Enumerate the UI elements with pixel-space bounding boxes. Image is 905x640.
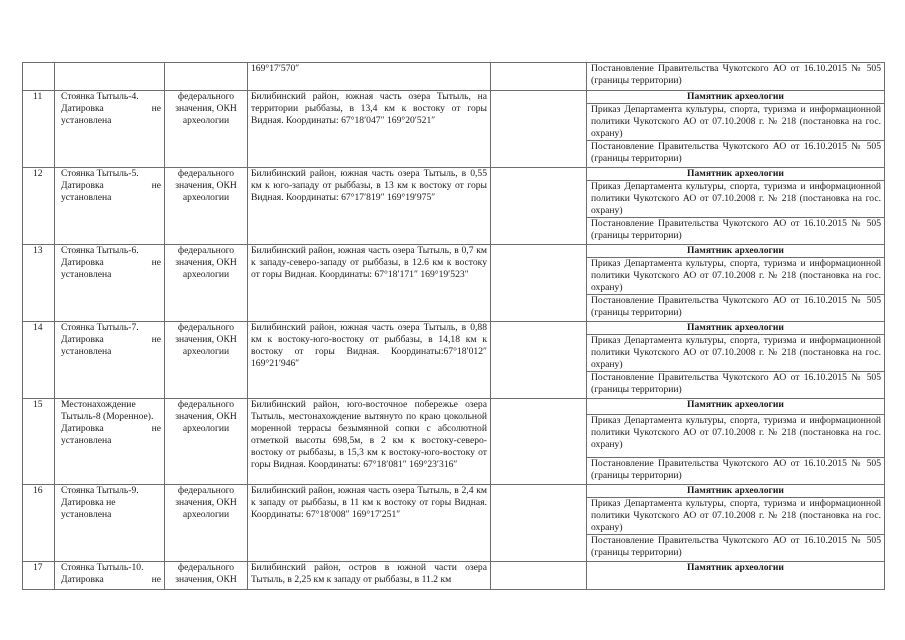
row-number-cell xyxy=(23,399,55,485)
name-cell xyxy=(55,245,165,322)
dating-line: Датировка не xyxy=(61,102,161,114)
document-cell xyxy=(587,295,885,322)
status-cell xyxy=(165,63,248,91)
status-text: федерального значения, ОКН археологии xyxy=(175,399,237,434)
row-number-cell xyxy=(23,245,55,322)
row-number: 14 xyxy=(33,322,43,333)
table-row xyxy=(23,245,885,258)
row-number: 13 xyxy=(33,245,43,256)
table-row xyxy=(23,399,885,415)
document-cell xyxy=(587,498,885,535)
status-cell xyxy=(165,485,248,562)
dating-line-end: установлена xyxy=(61,345,112,357)
name-cell xyxy=(55,168,165,245)
dating-line-end: установлена xyxy=(61,191,112,203)
monument-name: Местонахождение Тытыль-8 (Моренное). xyxy=(61,399,154,422)
description-text: Билибинский район, юго-восточное побережье озера Тытыль, местонахождение вытянуто по краю цокольной моренной террасы безымянной сопки с абсолютной отметкой высоты 698,5м, в 2 км к востоку-северо-востоку от рыббазы, в 15,3 км к востоку-юго-востоку от горы Видная. Координаты: 67°18′081″ 169°23′316″ xyxy=(251,399,487,470)
dating-line: Датировка не xyxy=(61,256,161,268)
category-cell xyxy=(587,562,885,590)
monument-name: Стоянка Тытыль-5. xyxy=(61,168,139,179)
boundaries-doc: Постановление Правительства Чукотского АО от 16.10.2015 № 505 (границы территории) xyxy=(591,63,881,86)
boundaries-doc: Постановление Правительства Чукотского АО от 16.10.2015 № 505 (границы территории) xyxy=(591,535,881,558)
description-cell xyxy=(248,91,491,168)
row-number: 17 xyxy=(33,562,43,573)
dating-line-end: установлена xyxy=(61,268,112,280)
name-cell xyxy=(55,91,165,168)
description-cell xyxy=(248,63,491,91)
dating-line: Датировка не xyxy=(61,573,161,585)
status-text: федерального значения, ОКН xyxy=(175,562,237,585)
empty-cell xyxy=(491,562,587,590)
monument-name: Стоянка Тытыль-9. xyxy=(61,485,139,496)
table-row xyxy=(23,562,885,590)
table-row xyxy=(23,322,885,335)
description-cell xyxy=(248,168,491,245)
status-cell xyxy=(165,168,248,245)
description-cell xyxy=(248,322,491,399)
row-number: 16 xyxy=(33,485,43,496)
row-number: 12 xyxy=(33,168,43,179)
status-cell xyxy=(165,91,248,168)
dating-line: Датировка не установлена xyxy=(61,496,116,520)
protection-doc: Приказ Департамента культуры, спорта, туризма и информационной политики Чукотского АО от 07.10.2008 г. № 218 (постановка на гос. охрану) xyxy=(591,104,881,139)
status-text: федерального значения, ОКН археологии xyxy=(175,485,237,520)
category-label: Памятник археологии xyxy=(687,399,784,410)
boundaries-doc: Постановление Правительства Чукотского АО от 16.10.2015 № 505 (границы территории) xyxy=(591,458,881,481)
monuments-table xyxy=(22,62,885,590)
status-cell xyxy=(165,245,248,322)
table-row xyxy=(23,91,885,104)
description-cell xyxy=(248,245,491,322)
category-label: Памятник археологии xyxy=(687,168,784,179)
row-number-cell xyxy=(23,168,55,245)
document-cell xyxy=(587,141,885,168)
monument-name: Стоянка Тытыль-7. xyxy=(61,322,139,333)
boundaries-doc: Постановление Правительства Чукотского АО от 16.10.2015 № 505 (границы территории) xyxy=(591,295,881,318)
protection-doc: Приказ Департамента культуры, спорта, туризма и информационной политики Чукотского АО от 07.10.2008 г. № 218 (постановка на гос. охрану) xyxy=(591,415,881,450)
protection-doc: Приказ Департамента культуры, спорта, туризма и информационной политики Чукотского АО от 07.10.2008 г. № 218 (постановка на гос. охрану) xyxy=(591,258,881,293)
boundaries-doc: Постановление Правительства Чукотского АО от 16.10.2015 № 505 (границы территории) xyxy=(591,218,881,241)
dating-line: Датировка не xyxy=(61,333,161,345)
name-cell xyxy=(55,322,165,399)
dating-line-end: установлена xyxy=(61,434,112,446)
row-number-cell xyxy=(23,91,55,168)
monument-name: Стоянка Тытыль-10. xyxy=(61,562,144,573)
description-text: Билибинский район, южная часть озера Тытыль, в 0,88 км к востоку-юго-востоку от рыббазы, в 14,18 км к востоку от горы Видная. Координаты:67°18′012″ 169°21′946″ xyxy=(251,322,487,369)
category-label: Памятник археологии xyxy=(687,485,784,496)
empty-cell xyxy=(491,168,587,245)
table-row xyxy=(23,485,885,498)
description-text: Билибинский район, южная часть озера Тытыль, в 0,7 км к западу-северо-западу от рыббазы, в 12.6 км к востоку от горы Видная. Координаты: 67°18′171″ 169°19′523″ xyxy=(251,245,487,280)
empty-cell xyxy=(491,245,587,322)
status-text: федерального значения, ОКН археологии xyxy=(175,168,237,203)
empty-cell xyxy=(491,91,587,168)
protection-doc: Приказ Департамента культуры, спорта, туризма и информационной политики Чукотского АО от 07.10.2008 г. № 218 (постановка на гос. охрану) xyxy=(591,335,881,370)
document-cell xyxy=(587,372,885,399)
document-cell xyxy=(587,535,885,562)
row-number-cell xyxy=(23,63,55,91)
status-cell xyxy=(165,562,248,590)
document-cell xyxy=(587,63,885,91)
category-label: Памятник археологии xyxy=(687,322,784,333)
category-cell xyxy=(587,485,885,498)
category-cell xyxy=(587,399,885,415)
status-cell xyxy=(165,399,248,485)
name-cell xyxy=(55,562,165,590)
category-label: Памятник археологии xyxy=(687,91,784,102)
name-cell xyxy=(55,63,165,91)
document-cell xyxy=(587,258,885,295)
description-text: Билибинский район, остров в южной части озера Тытыль, в 2,25 км к западу от рыббазы, в 11.2 км xyxy=(251,562,487,585)
empty-cell xyxy=(491,399,587,485)
document-cell xyxy=(587,458,885,485)
status-text: федерального значения, ОКН археологии xyxy=(175,322,237,357)
description-text: Билибинский район, южная часть озера Тытыль, на территории рыббазы, в 13,4 км к востоку от горы Видная. Координаты: 67°18′047″ 169°20′521″ xyxy=(251,91,487,126)
protection-doc: Приказ Департамента культуры, спорта, туризма и информационной политики Чукотского АО от 07.10.2008 г. № 218 (постановка на гос. охрану) xyxy=(591,498,881,533)
document-cell xyxy=(587,415,885,458)
description-cell xyxy=(248,562,491,590)
boundaries-doc: Постановление Правительства Чукотского АО от 16.10.2015 № 505 (границы территории) xyxy=(591,141,881,164)
description-cell xyxy=(248,485,491,562)
description-text: Билибинский район, южная часть озера Тытыль, в 0,55 км к юго-западу от рыббазы, в 13 км к востоку от горы Видная. Координаты: 67°17′819″ 169°19′975″ xyxy=(251,168,487,203)
row-number: 11 xyxy=(33,91,43,102)
document-cell xyxy=(587,335,885,372)
empty-cell xyxy=(491,63,587,91)
dating-line: Датировка не xyxy=(61,422,161,434)
monument-name: Стоянка Тытыль-6. xyxy=(61,245,139,256)
category-label: Памятник археологии xyxy=(687,245,784,256)
status-text: федерального значения, ОКН археологии xyxy=(175,91,237,126)
category-cell xyxy=(587,168,885,181)
document-cell xyxy=(587,181,885,218)
empty-cell xyxy=(491,322,587,399)
row-number-cell xyxy=(23,562,55,590)
boundaries-doc: Постановление Правительства Чукотского АО от 16.10.2015 № 505 (границы территории) xyxy=(591,372,881,395)
description-text: 169°17′570″ xyxy=(251,63,300,74)
name-cell xyxy=(55,399,165,485)
category-cell xyxy=(587,322,885,335)
dating-line-end: установлена xyxy=(61,114,112,126)
row-number: 15 xyxy=(33,399,43,410)
table-row xyxy=(23,168,885,181)
name-cell xyxy=(55,485,165,562)
dating-line: Датировка не xyxy=(61,179,161,191)
protection-doc: Приказ Департамента культуры, спорта, туризма и информационной политики Чукотского АО от 07.10.2008 г. № 218 (постановка на гос. охрану) xyxy=(591,181,881,216)
description-cell xyxy=(248,399,491,485)
table-row xyxy=(23,63,885,91)
category-cell xyxy=(587,245,885,258)
status-text: федерального значения, ОКН археологии xyxy=(175,245,237,280)
empty-cell xyxy=(491,485,587,562)
row-number-cell xyxy=(23,485,55,562)
category-cell xyxy=(587,91,885,104)
row-number-cell xyxy=(23,322,55,399)
description-text: Билибинский район, южная часть озера Тытыль, в 2,4 км к западу от рыббазы, в 11 км к востоку от горы Видная. Координаты: 67°18′008″ 169°17′251″ xyxy=(251,485,487,520)
document-cell xyxy=(587,218,885,245)
document-cell xyxy=(587,104,885,141)
category-label: Памятник археологии xyxy=(687,562,784,573)
monument-name: Стоянка Тытыль-4. xyxy=(61,91,139,102)
status-cell xyxy=(165,322,248,399)
